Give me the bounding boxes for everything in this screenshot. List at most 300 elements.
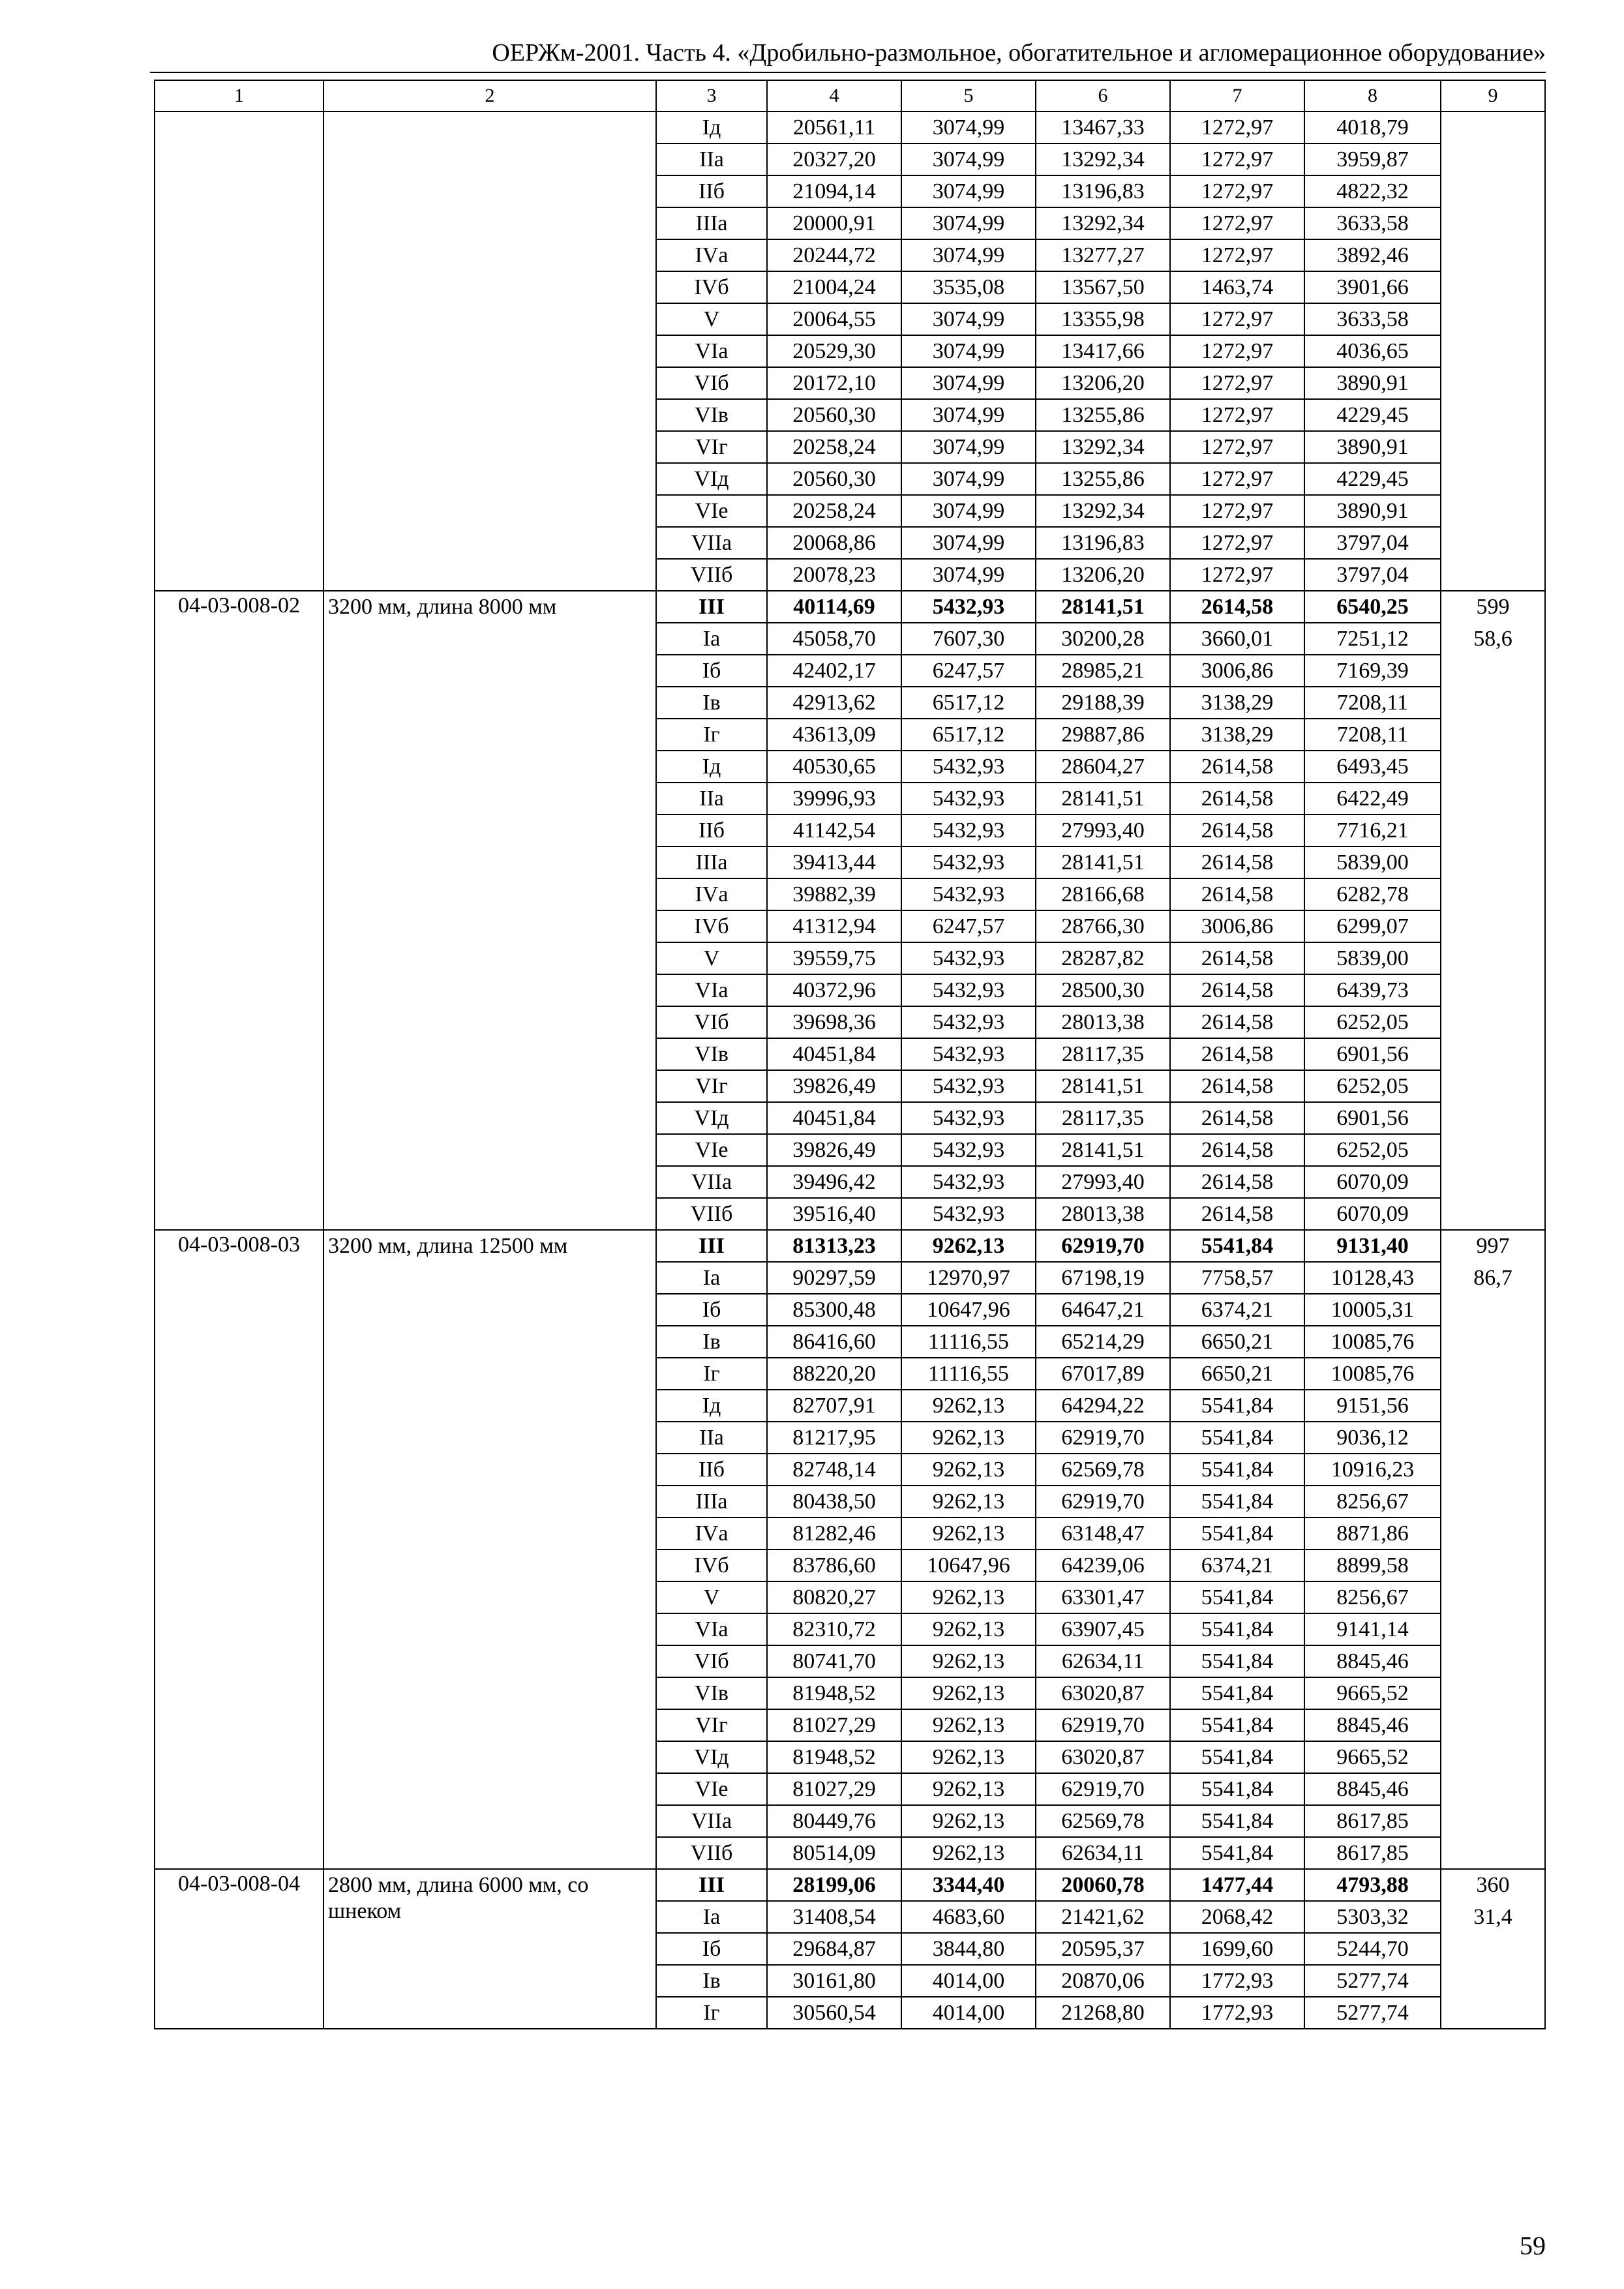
equipment-cost: 28013,38: [1036, 1006, 1170, 1038]
materials-cost: 6252,05: [1304, 1006, 1441, 1038]
column-number: 6: [1036, 80, 1170, 112]
equipment-cost: 13417,66: [1036, 335, 1170, 367]
total-cost: 39826,49: [767, 1070, 901, 1102]
total-cost: 30161,80: [767, 1965, 901, 1997]
item-code: 04-03-008-04: [155, 1869, 323, 2029]
materials-cost: 3890,91: [1304, 431, 1441, 463]
region-variant: Iв: [656, 1326, 767, 1358]
materials-cost: 6252,05: [1304, 1134, 1441, 1166]
item-name: 3200 мм, длина 12500 мм: [323, 1230, 656, 1869]
labor-cost: 11116,55: [901, 1358, 1036, 1390]
materials-cost: 8845,46: [1304, 1709, 1441, 1741]
labor-cost: 9262,13: [901, 1741, 1036, 1773]
total-cost: 82748,14: [767, 1454, 901, 1486]
region-variant: Iг: [656, 1997, 767, 2029]
materials-cost: 4822,32: [1304, 175, 1441, 207]
equipment-cost: 13355,98: [1036, 303, 1170, 335]
machinist-wages: 1477,44: [1170, 1869, 1304, 1901]
column-number: 1: [155, 80, 323, 112]
materials-cost: 8845,46: [1304, 1645, 1441, 1677]
labor-hours: [1441, 942, 1545, 974]
labor-hours: [1441, 1645, 1545, 1677]
materials-cost: 6540,25: [1304, 591, 1441, 623]
equipment-cost: 28141,51: [1036, 1134, 1170, 1166]
machinist-wages: 3138,29: [1170, 719, 1304, 751]
labor-hours: [1441, 1773, 1545, 1805]
machinist-wages: 5541,84: [1170, 1773, 1304, 1805]
equipment-cost: 21421,62: [1036, 1901, 1170, 1933]
total-cost: 82310,72: [767, 1613, 901, 1645]
machinist-wages: 2068,42: [1170, 1901, 1304, 1933]
region-variant: VIв: [656, 399, 767, 431]
region-variant: VIIа: [656, 527, 767, 559]
labor-cost: 5432,93: [901, 1102, 1036, 1134]
region-variant: IVа: [656, 878, 767, 910]
labor-cost: 6247,57: [901, 910, 1036, 942]
labor-cost: 3074,99: [901, 559, 1036, 591]
machinist-wages: 6374,21: [1170, 1549, 1304, 1581]
labor-cost: 3074,99: [901, 143, 1036, 175]
labor-cost: 5432,93: [901, 1006, 1036, 1038]
materials-cost: 9141,14: [1304, 1613, 1441, 1645]
labor-hours: 86,7: [1441, 1262, 1545, 1294]
total-cost: 39826,49: [767, 1134, 901, 1166]
materials-cost: 3797,04: [1304, 559, 1441, 591]
total-cost: 81027,29: [767, 1709, 901, 1741]
labor-cost: 5432,93: [901, 1070, 1036, 1102]
total-cost: 20327,20: [767, 143, 901, 175]
labor-cost: 5432,93: [901, 974, 1036, 1006]
region-variant: VIг: [656, 1709, 767, 1741]
materials-cost: 7251,12: [1304, 623, 1441, 655]
total-cost: 20258,24: [767, 431, 901, 463]
header-rule: [150, 72, 1546, 73]
region-variant: IIб: [656, 1454, 767, 1486]
equipment-cost: 13277,27: [1036, 239, 1170, 271]
column-number: 5: [901, 80, 1036, 112]
machinist-wages: 1272,97: [1170, 207, 1304, 239]
total-cost: 81313,23: [767, 1230, 901, 1262]
total-cost: 20560,30: [767, 463, 901, 495]
machinist-wages: 2614,58: [1170, 1006, 1304, 1038]
equipment-cost: 28141,51: [1036, 846, 1170, 878]
table-body: [155, 80, 1545, 2029]
table-row: [155, 112, 1545, 143]
total-cost: 40114,69: [767, 591, 901, 623]
column-number: 8: [1304, 80, 1441, 112]
labor-cost: 5432,93: [901, 1134, 1036, 1166]
materials-cost: 10916,23: [1304, 1454, 1441, 1486]
labor-hours: [1441, 239, 1545, 271]
labor-cost: 3535,08: [901, 271, 1036, 303]
total-cost: 20068,86: [767, 527, 901, 559]
labor-hours: [1441, 335, 1545, 367]
total-cost: 20078,23: [767, 559, 901, 591]
machinist-wages: 5541,84: [1170, 1581, 1304, 1613]
materials-cost: 8256,67: [1304, 1486, 1441, 1518]
machinist-wages: 5541,84: [1170, 1741, 1304, 1773]
machinist-wages: 5541,84: [1170, 1454, 1304, 1486]
machinist-wages: 1272,97: [1170, 239, 1304, 271]
machinist-wages: 5541,84: [1170, 1613, 1304, 1645]
materials-cost: 3633,58: [1304, 303, 1441, 335]
labor-hours: [1441, 846, 1545, 878]
materials-cost: 8617,85: [1304, 1837, 1441, 1869]
labor-hours: [1441, 1102, 1545, 1134]
region-variant: IVб: [656, 271, 767, 303]
region-variant: Iд: [656, 112, 767, 143]
labor-hours: [1441, 399, 1545, 431]
machinist-wages: 2614,58: [1170, 591, 1304, 623]
labor-hours: 58,6: [1441, 623, 1545, 655]
materials-cost: 4018,79: [1304, 112, 1441, 143]
labor-hours: [1441, 751, 1545, 783]
materials-cost: 6282,78: [1304, 878, 1441, 910]
labor-hours: [1441, 1741, 1545, 1773]
equipment-cost: 28117,35: [1036, 1038, 1170, 1070]
labor-hours: [1441, 1006, 1545, 1038]
equipment-cost: 13292,34: [1036, 207, 1170, 239]
total-cost: 20561,11: [767, 112, 901, 143]
labor-hours: [1441, 1390, 1545, 1422]
machinist-wages: 2614,58: [1170, 1166, 1304, 1198]
machinist-wages: 3660,01: [1170, 623, 1304, 655]
machinist-wages: 2614,58: [1170, 751, 1304, 783]
total-cost: 82707,91: [767, 1390, 901, 1422]
equipment-cost: 30200,28: [1036, 623, 1170, 655]
column-number: 7: [1170, 80, 1304, 112]
machinist-wages: 1272,97: [1170, 367, 1304, 399]
column-number: 4: [767, 80, 901, 112]
total-cost: 39882,39: [767, 878, 901, 910]
machinist-wages: 6650,21: [1170, 1358, 1304, 1390]
materials-cost: 10128,43: [1304, 1262, 1441, 1294]
region-variant: IVа: [656, 1518, 767, 1549]
labor-cost: 3074,99: [901, 335, 1036, 367]
total-cost: 80438,50: [767, 1486, 901, 1518]
region-variant: V: [656, 303, 767, 335]
labor-cost: 5432,93: [901, 751, 1036, 783]
machinist-wages: 5541,84: [1170, 1518, 1304, 1549]
labor-hours: [1441, 527, 1545, 559]
labor-cost: 3074,99: [901, 527, 1036, 559]
total-cost: 86416,60: [767, 1326, 901, 1358]
table-row: [155, 591, 1545, 623]
machinist-wages: 1272,97: [1170, 495, 1304, 527]
materials-cost: 3892,46: [1304, 239, 1441, 271]
total-cost: 21094,14: [767, 175, 901, 207]
region-variant: IIа: [656, 1422, 767, 1454]
equipment-cost: 62919,70: [1036, 1773, 1170, 1805]
equipment-cost: 67198,19: [1036, 1262, 1170, 1294]
labor-cost: 3074,99: [901, 463, 1036, 495]
materials-cost: 9665,52: [1304, 1741, 1441, 1773]
materials-cost: 9036,12: [1304, 1422, 1441, 1454]
machinist-wages: 5541,84: [1170, 1709, 1304, 1741]
materials-cost: 3797,04: [1304, 527, 1441, 559]
labor-hours: 31,4: [1441, 1901, 1545, 1933]
item-code: 04-03-008-03: [155, 1230, 323, 1869]
total-cost: 21004,24: [767, 271, 901, 303]
equipment-cost: 28166,68: [1036, 878, 1170, 910]
labor-cost: 3074,99: [901, 399, 1036, 431]
total-cost: 85300,48: [767, 1294, 901, 1326]
total-cost: 20064,55: [767, 303, 901, 335]
equipment-cost: 28141,51: [1036, 591, 1170, 623]
labor-cost: 3074,99: [901, 112, 1036, 143]
equipment-cost: 21268,80: [1036, 1997, 1170, 2029]
labor-cost: 10647,96: [901, 1294, 1036, 1326]
region-variant: VIб: [656, 1006, 767, 1038]
labor-hours: [1441, 910, 1545, 942]
labor-cost: 9262,13: [901, 1390, 1036, 1422]
equipment-cost: 13567,50: [1036, 271, 1170, 303]
labor-hours: [1441, 974, 1545, 1006]
equipment-cost: 28766,30: [1036, 910, 1170, 942]
equipment-cost: 67017,89: [1036, 1358, 1170, 1390]
labor-cost: 5432,93: [901, 846, 1036, 878]
equipment-cost: 62919,70: [1036, 1422, 1170, 1454]
total-cost: 31408,54: [767, 1901, 901, 1933]
region-variant: Iа: [656, 623, 767, 655]
region-variant: VIе: [656, 1773, 767, 1805]
materials-cost: 6070,09: [1304, 1166, 1441, 1198]
labor-hours: [1441, 1198, 1545, 1230]
labor-cost: 9262,13: [901, 1677, 1036, 1709]
labor-cost: 3344,40: [901, 1869, 1036, 1901]
labor-cost: 9262,13: [901, 1613, 1036, 1645]
machinist-wages: 5541,84: [1170, 1805, 1304, 1837]
materials-cost: 8617,85: [1304, 1805, 1441, 1837]
labor-cost: 9262,13: [901, 1581, 1036, 1613]
labor-cost: 9262,13: [901, 1773, 1036, 1805]
column-number: 9: [1441, 80, 1545, 112]
labor-hours: [1441, 1422, 1545, 1454]
machinist-wages: 1272,97: [1170, 112, 1304, 143]
labor-hours: [1441, 687, 1545, 719]
machinist-wages: 3006,86: [1170, 910, 1304, 942]
materials-cost: 9131,40: [1304, 1230, 1441, 1262]
machinist-wages: 1272,97: [1170, 399, 1304, 431]
labor-hours: 997: [1441, 1230, 1545, 1262]
equipment-cost: 64294,22: [1036, 1390, 1170, 1422]
machinist-wages: 3006,86: [1170, 655, 1304, 687]
materials-cost: 9151,56: [1304, 1390, 1441, 1422]
item-name: [323, 112, 656, 591]
materials-cost: 6299,07: [1304, 910, 1441, 942]
machinist-wages: 1272,97: [1170, 463, 1304, 495]
labor-hours: [1441, 1486, 1545, 1518]
region-variant: Iд: [656, 1390, 767, 1422]
labor-hours: [1441, 783, 1545, 815]
machinist-wages: 3138,29: [1170, 687, 1304, 719]
labor-hours: 599: [1441, 591, 1545, 623]
machinist-wages: 1463,74: [1170, 271, 1304, 303]
region-variant: VIг: [656, 1070, 767, 1102]
total-cost: 39559,75: [767, 942, 901, 974]
equipment-cost: 20060,78: [1036, 1869, 1170, 1901]
equipment-cost: 62919,70: [1036, 1709, 1170, 1741]
machinist-wages: 1272,97: [1170, 143, 1304, 175]
equipment-cost: 13196,83: [1036, 527, 1170, 559]
labor-hours: [1441, 1581, 1545, 1613]
labor-hours: [1441, 431, 1545, 463]
labor-hours: [1441, 1134, 1545, 1166]
region-variant: IIIа: [656, 846, 767, 878]
materials-cost: 4036,65: [1304, 335, 1441, 367]
labor-cost: 9262,13: [901, 1422, 1036, 1454]
region-variant: VIIб: [656, 1198, 767, 1230]
materials-cost: 4229,45: [1304, 399, 1441, 431]
materials-cost: 6901,56: [1304, 1102, 1441, 1134]
equipment-cost: 20595,37: [1036, 1933, 1170, 1965]
total-cost: 81027,29: [767, 1773, 901, 1805]
labor-hours: [1441, 271, 1545, 303]
materials-cost: 3890,91: [1304, 495, 1441, 527]
equipment-cost: 13292,34: [1036, 495, 1170, 527]
total-cost: 20244,72: [767, 239, 901, 271]
labor-hours: [1441, 1358, 1545, 1390]
labor-cost: 6517,12: [901, 687, 1036, 719]
equipment-cost: 27993,40: [1036, 815, 1170, 846]
item-code: [155, 112, 323, 591]
machinist-wages: 2614,58: [1170, 1038, 1304, 1070]
labor-hours: 360: [1441, 1869, 1545, 1901]
total-cost: 29684,87: [767, 1933, 901, 1965]
equipment-cost: 62919,70: [1036, 1486, 1170, 1518]
region-variant: VIб: [656, 1645, 767, 1677]
region-variant: IIб: [656, 175, 767, 207]
region-variant: Iб: [656, 655, 767, 687]
total-cost: 83786,60: [767, 1549, 901, 1581]
region-variant: Iг: [656, 1358, 767, 1390]
total-cost: 39413,44: [767, 846, 901, 878]
machinist-wages: 1272,97: [1170, 335, 1304, 367]
total-cost: 80820,27: [767, 1581, 901, 1613]
equipment-cost: 63148,47: [1036, 1518, 1170, 1549]
labor-cost: 11116,55: [901, 1326, 1036, 1358]
labor-cost: 3074,99: [901, 207, 1036, 239]
equipment-cost: 27993,40: [1036, 1166, 1170, 1198]
labor-hours: [1441, 815, 1545, 846]
region-variant: VIIб: [656, 559, 767, 591]
labor-hours: [1441, 303, 1545, 335]
materials-cost: 4793,88: [1304, 1869, 1441, 1901]
labor-cost: 9262,13: [901, 1518, 1036, 1549]
total-cost: 90297,59: [767, 1262, 901, 1294]
equipment-cost: 13292,34: [1036, 431, 1170, 463]
region-variant: VIIа: [656, 1166, 767, 1198]
labor-hours: [1441, 207, 1545, 239]
materials-cost: 5839,00: [1304, 846, 1441, 878]
column-number: 2: [323, 80, 656, 112]
region-variant: VIв: [656, 1677, 767, 1709]
materials-cost: 6901,56: [1304, 1038, 1441, 1070]
materials-cost: 8871,86: [1304, 1518, 1441, 1549]
item-name: 3200 мм, длина 8000 мм: [323, 591, 656, 1230]
labor-cost: 5432,93: [901, 1038, 1036, 1070]
equipment-cost: 28985,21: [1036, 655, 1170, 687]
labor-cost: 9262,13: [901, 1805, 1036, 1837]
total-cost: 40530,65: [767, 751, 901, 783]
labor-cost: 10647,96: [901, 1549, 1036, 1581]
materials-cost: 5277,74: [1304, 1997, 1441, 2029]
labor-cost: 5432,93: [901, 815, 1036, 846]
region-variant: Iв: [656, 687, 767, 719]
labor-hours: [1441, 367, 1545, 399]
region-variant: Iв: [656, 1965, 767, 1997]
labor-hours: [1441, 1549, 1545, 1581]
region-variant: IIIа: [656, 1486, 767, 1518]
region-variant: VIд: [656, 1102, 767, 1134]
total-cost: 81217,95: [767, 1422, 901, 1454]
item-name: 2800 мм, длина 6000 мм, со шнеком: [323, 1869, 656, 2029]
equipment-cost: 28117,35: [1036, 1102, 1170, 1134]
machinist-wages: 6650,21: [1170, 1326, 1304, 1358]
machinist-wages: 2614,58: [1170, 878, 1304, 910]
machinist-wages: 2614,58: [1170, 974, 1304, 1006]
total-cost: 40451,84: [767, 1102, 901, 1134]
region-variant: IIб: [656, 815, 767, 846]
labor-cost: 5432,93: [901, 591, 1036, 623]
region-variant: Iа: [656, 1262, 767, 1294]
labor-cost: 3074,99: [901, 175, 1036, 207]
labor-hours: [1441, 1166, 1545, 1198]
region-variant: VIб: [656, 367, 767, 399]
equipment-cost: 62919,70: [1036, 1230, 1170, 1262]
page-number: 59: [1520, 2231, 1546, 2260]
materials-cost: 6422,49: [1304, 783, 1441, 815]
column-number: 3: [656, 80, 767, 112]
labor-cost: 5432,93: [901, 1198, 1036, 1230]
equipment-cost: 13206,20: [1036, 367, 1170, 399]
materials-cost: 3890,91: [1304, 367, 1441, 399]
labor-hours: [1441, 1709, 1545, 1741]
labor-cost: 3074,99: [901, 303, 1036, 335]
labor-cost: 5432,93: [901, 1166, 1036, 1198]
total-cost: 41312,94: [767, 910, 901, 942]
labor-cost: 3074,99: [901, 239, 1036, 271]
table-row: [155, 1230, 1545, 1262]
machinist-wages: 1772,93: [1170, 1997, 1304, 2029]
labor-hours: [1441, 1518, 1545, 1549]
equipment-cost: 65214,29: [1036, 1326, 1170, 1358]
region-variant: III: [656, 1869, 767, 1901]
total-cost: 20258,24: [767, 495, 901, 527]
materials-cost: 7208,11: [1304, 719, 1441, 751]
total-cost: 80449,76: [767, 1805, 901, 1837]
equipment-cost: 28604,27: [1036, 751, 1170, 783]
machinist-wages: 5541,84: [1170, 1230, 1304, 1262]
labor-cost: 12970,97: [901, 1262, 1036, 1294]
materials-cost: 9665,52: [1304, 1677, 1441, 1709]
materials-cost: 6252,05: [1304, 1070, 1441, 1102]
materials-cost: 3959,87: [1304, 143, 1441, 175]
materials-cost: 6493,45: [1304, 751, 1441, 783]
labor-cost: 5432,93: [901, 783, 1036, 815]
total-cost: 80741,70: [767, 1645, 901, 1677]
equipment-cost: 29887,86: [1036, 719, 1170, 751]
equipment-cost: 62634,11: [1036, 1645, 1170, 1677]
total-cost: 30560,54: [767, 1997, 901, 2029]
labor-hours: [1441, 143, 1545, 175]
machinist-wages: 1772,93: [1170, 1965, 1304, 1997]
labor-cost: 6247,57: [901, 655, 1036, 687]
region-variant: VIа: [656, 1613, 767, 1645]
materials-cost: 6439,73: [1304, 974, 1441, 1006]
materials-cost: 4229,45: [1304, 463, 1441, 495]
labor-hours: [1441, 719, 1545, 751]
